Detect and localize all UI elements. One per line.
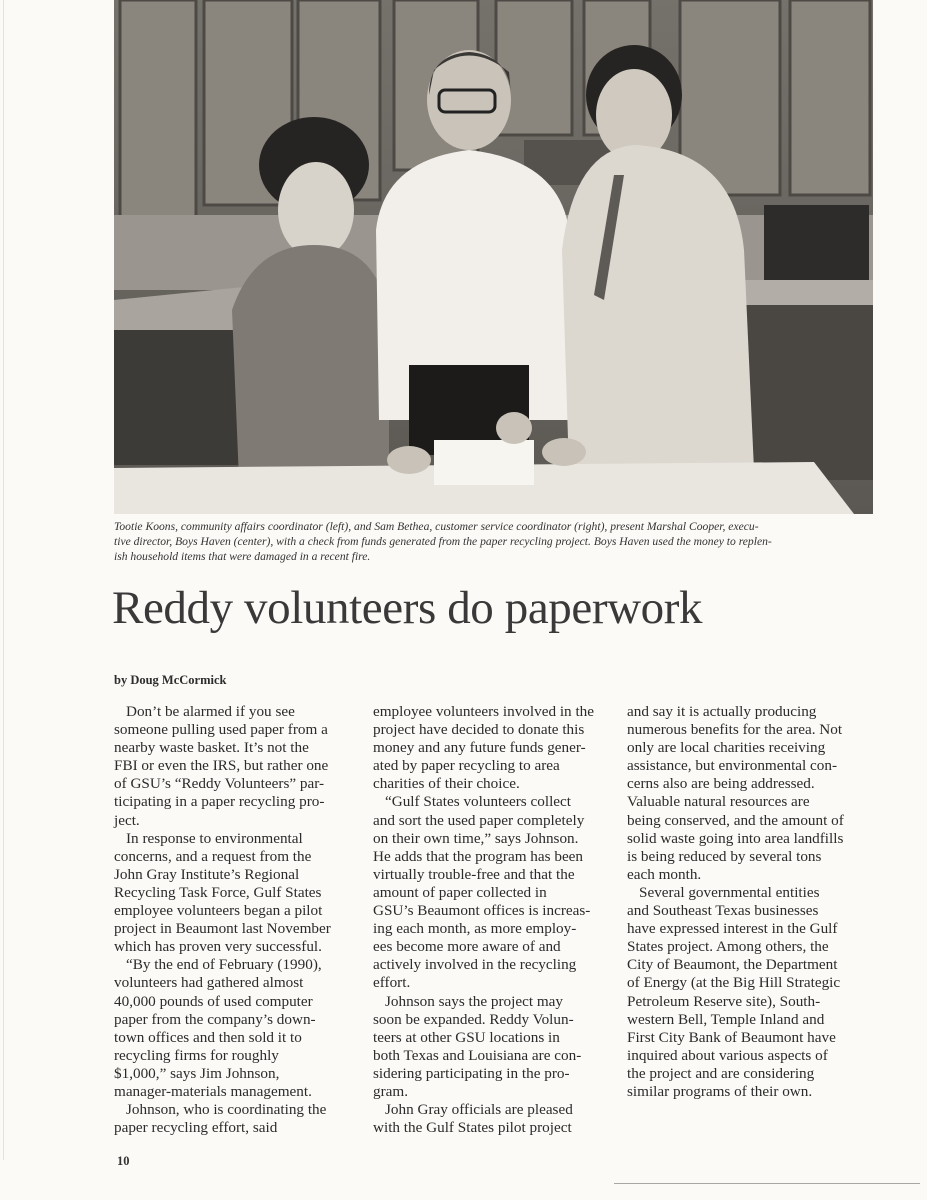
article-text-line: employee volunteers began a pilot [114, 902, 323, 920]
article-text-line: sidering participating in the pro- [373, 1064, 570, 1082]
article-text-line: States project. Among others, the [627, 938, 829, 956]
article-text-line: with the Gulf States pilot project [373, 1119, 572, 1137]
scan-edge-line [3, 0, 4, 1160]
article-text-line: numerous benefits for the area. Not [627, 721, 843, 739]
article-text-line: the project and are considering [627, 1064, 815, 1082]
footer-rule [614, 1183, 920, 1184]
article-text-line: teers at other GSU locations in [373, 1028, 560, 1046]
article-text-line: soon be expanded. Reddy Volun- [373, 1010, 574, 1028]
article-text-line: only are local charities receiving [627, 739, 826, 757]
article-text-line: volunteers had gathered almost [114, 974, 304, 992]
article-text-line: being conserved, and the amount of [627, 811, 844, 829]
article-text-line: and Southeast Texas businesses [627, 902, 819, 920]
photo-illustration [114, 0, 873, 514]
article-text-line: Several governmental entities [639, 883, 820, 901]
article-text-line: manager-materials management. [114, 1082, 312, 1100]
article-text-line: paper recycling effort, said [114, 1119, 278, 1137]
article-text-line: nearby waste basket. It’s not the [114, 739, 309, 757]
article-text-line: charities of their choice. [373, 775, 520, 793]
article-text-line: ees become more aware of and [373, 938, 561, 956]
article-text-line: He adds that the program has been [373, 847, 584, 865]
article-text-line: Valuable natural resources are [627, 793, 810, 811]
article-text-line: town offices and then sold it to [114, 1028, 302, 1046]
article-text-line: concerns, and a request from the [114, 847, 312, 865]
article-text-line: Johnson, who is coordinating the [126, 1101, 327, 1119]
article-text-line: on their own time,” says Johnson. [373, 829, 579, 847]
article-text-line: and say it is actually producing [627, 703, 817, 720]
article-text-line: FBI or even the IRS, but rather one [114, 757, 329, 775]
article-text-line: employee volunteers involved in the [373, 703, 595, 720]
article-text-line: ject. [114, 811, 140, 829]
article-text-line: “By the end of February (1990), [126, 956, 322, 974]
article-text-line: solid waste going into area landfills [627, 829, 844, 847]
caption-line: Tootie Koons, community affairs coordinator (left), and Sam Bethea, customer service coordinator (right), present Marshal Cooper, execu- [114, 520, 759, 533]
article-text-line: inquired about various aspects of [627, 1046, 828, 1064]
page-number: 10 [117, 1154, 130, 1168]
article-text-line: Don’t be alarmed if you see [126, 703, 295, 720]
article-text-line: project have decided to donate this [373, 721, 585, 739]
article-text-line: both Texas and Louisiana are con- [373, 1046, 582, 1064]
article-text-line: is being reduced by several tons [627, 847, 822, 865]
article-byline: by Doug McCormick [114, 673, 227, 687]
article-photo [114, 0, 873, 514]
article-text-line: of GSU’s “Reddy Volunteers” par- [114, 775, 325, 793]
article-text-line: City of Beaumont, the Department [627, 956, 838, 974]
article-text-line: In response to environmental [126, 829, 303, 847]
article-text-line: cerns also are being addressed. [627, 775, 815, 793]
article-text-line: each month. [627, 865, 702, 883]
article-text-line: GSU’s Beaumont offices is increas- [373, 902, 591, 920]
article-text-line: paper from the company’s down- [114, 1010, 316, 1028]
article-text-line: ing each month, as more employ- [373, 920, 577, 938]
article-text-line: Johnson says the project may [385, 992, 564, 1010]
article-text-line: have expressed interest in the Gulf [627, 920, 838, 938]
article-column-1 [114, 703, 364, 1137]
article-text-line: western Bell, Temple Inland and [627, 1010, 825, 1028]
article-text-line: 40,000 pounds of used computer [114, 992, 313, 1010]
article-text-line: amount of paper collected in [373, 883, 547, 901]
article-text-line: gram. [373, 1082, 409, 1100]
article-text-line: ticipating in a paper recycling pro- [114, 793, 325, 811]
article-text-line: of Energy (at the Big Hill Strategic [627, 974, 841, 992]
article-text-line: virtually trouble-free and that the [373, 865, 575, 883]
article-text-line: John Gray officials are pleased [385, 1101, 573, 1119]
article-text-line: “Gulf States volunteers collect [385, 793, 571, 811]
article-text-line: Recycling Task Force, Gulf States [114, 883, 322, 901]
caption-line: tive director, Boys Haven (center), with a check from funds generated from the paper recycling project. Boys Haven used the money to replen- [114, 535, 772, 548]
article-text-line: recycling firms for roughly [114, 1046, 279, 1064]
article-text-line: and sort the used paper completely [373, 811, 585, 829]
article-text-line: money and any future funds gener- [373, 739, 586, 757]
article-text-line: Petroleum Reserve site), South- [627, 992, 821, 1010]
article-text-line: effort. [373, 974, 411, 992]
article-column-2 [373, 703, 623, 1137]
article-text-line: $1,000,” says Jim Johnson, [114, 1064, 280, 1082]
article-text-line: assistance, but environmental con- [627, 757, 838, 775]
article-text-line: project in Beaumont last November [114, 920, 331, 938]
article-text-line: someone pulling used paper from a [114, 721, 328, 739]
photo-caption [114, 519, 884, 564]
article-text-line: John Gray Institute’s Regional [114, 865, 300, 883]
article-text-line: First City Bank of Beaumont have [627, 1028, 836, 1046]
article-headline: Reddy volunteers do paperwork [112, 582, 703, 634]
article-text-line: ated by paper recycling to area [373, 757, 560, 775]
article-column-3 [627, 703, 877, 1101]
caption-line: ish household items that were damaged in a recent fire. [114, 550, 371, 563]
article-text-line: actively involved in the recycling [373, 956, 577, 974]
article-text-line: which has proven very successful. [114, 938, 322, 956]
article-text-line: similar programs of their own. [627, 1082, 813, 1100]
